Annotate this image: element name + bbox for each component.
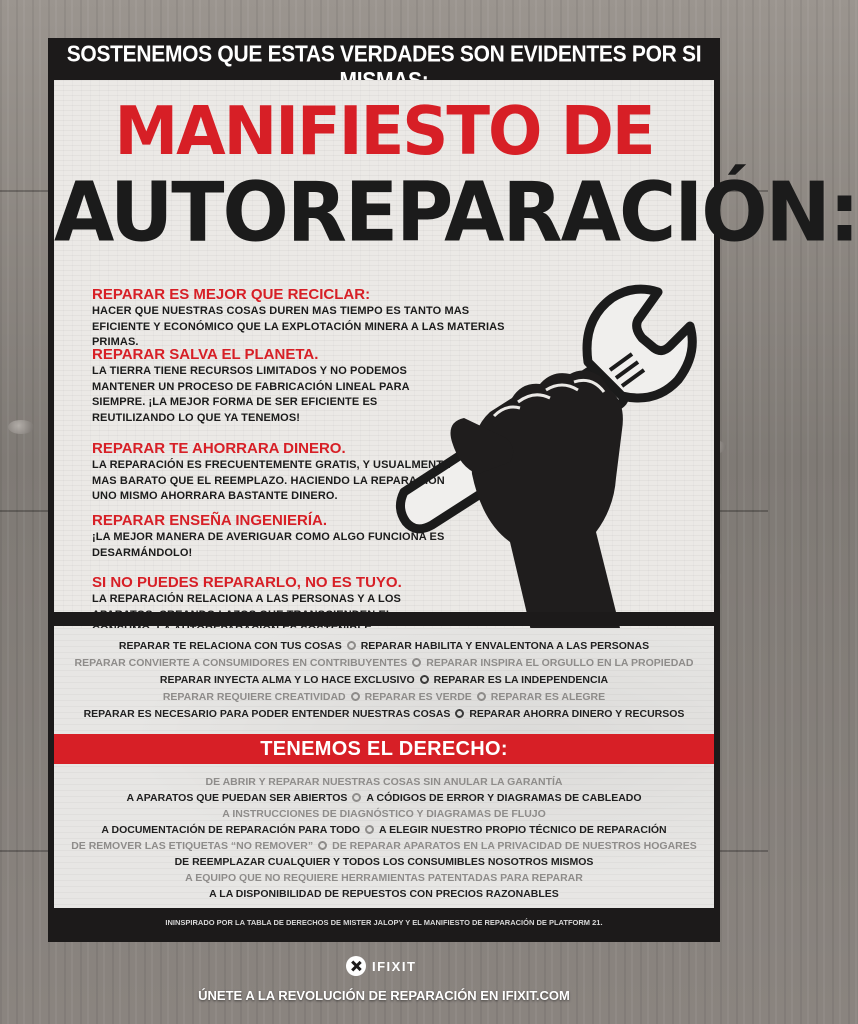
right-item: A DOCUMENTACIÓN DE REPARACIÓN PARA TODO [101, 824, 360, 836]
right-item: DE REEMPLAZAR CUALQUIER Y TODOS LOS CONSUMIBLES NOSOTROS MISMOS [174, 856, 594, 868]
point-body: ¡LA MEJOR MANERA DE AVERIGUAR COMO ALGO FUNCIONA ES DESARMÁNDOLO! [92, 531, 445, 559]
point-body: HACER QUE NUESTRAS COSAS DUREN MAS TIEMPO ES TANTO MAS EFICIENTE Y ECONÓMICO QUE LA EXPLOTACIÓN MINERA A LAS MATERIAS PRIMAS. [92, 305, 505, 348]
gear-separator-icon [347, 641, 356, 650]
title-line-1: MANIFIESTO DE [114, 93, 654, 171]
point-body: LA TIERRA TIENE RECURSOS LIMITADOS Y NO PODEMOS MANTENER UN PROCESO DE FABRICACIÓN LINEAL PARA SIEMPRE. ¡LA MEJOR FORMA DE SER EFICIENTE ES REUTILIZANDO LO QUE YA TENEMOS! [92, 365, 410, 424]
benefit-item: REPARAR ES VERDE [364, 691, 472, 703]
rights-row [54, 792, 714, 804]
benefit-item: REPARAR REQUIERE CREATIVIDAD [162, 691, 346, 703]
gear-separator-icon [351, 692, 360, 701]
point-heading: SI NO PUEDES REPARARLO, NO ES TUYO. [92, 574, 402, 591]
ifixit-logo[interactable] [346, 956, 416, 976]
right-item: A APARATOS QUE PUEDAN SER ABIERTOS [126, 792, 348, 804]
manifesto-point [92, 286, 522, 351]
gear-separator-icon [352, 793, 361, 802]
manifesto-point [92, 440, 452, 505]
benefits-row [54, 691, 714, 703]
benefit-item: REPARAR HABILITA Y ENVALENTONA A LAS PERSONAS [360, 640, 650, 652]
rights-heading-bar [54, 734, 714, 764]
right-item: A EQUIPO QUE NO REQUIERE HERRAMIENTAS PATENTADAS PARA REPARAR [185, 872, 583, 884]
gear-separator-icon [412, 658, 421, 667]
manifesto-point [92, 512, 452, 561]
benefits-row [54, 674, 714, 686]
right-item: A CÓDIGOS DE ERROR Y DIAGRAMAS DE CABLEADO [366, 792, 642, 804]
poster-lower-panel [54, 628, 714, 908]
point-heading: REPARAR TE AHORRARA DINERO. [92, 440, 346, 457]
benefit-item: REPARAR INSPIRA EL ORGULLO EN LA PROPIEDAD [426, 657, 694, 669]
gear-separator-icon [455, 709, 464, 718]
benefit-item: REPARAR AHORRA DINERO Y RECURSOS [469, 708, 685, 720]
rights-row [54, 872, 714, 884]
right-item: DE REPARAR APARATOS EN LA PRIVACIDAD DE NUESTROS HOGARES [332, 840, 697, 852]
fist-icon [451, 370, 627, 652]
right-item: DE ABRIR Y REPARAR NUESTRAS COSAS SIN ANULAR LA GARANTÍA [205, 776, 563, 788]
rights-row [54, 776, 714, 788]
rights-heading: TENEMOS EL DERECHO: [260, 738, 508, 760]
logo-text: IFIXIT [372, 958, 417, 974]
call-to-action-link[interactable]: ÚNETE A LA REVOLUCIÓN DE REPARACIÓN EN IFIXIT.COM [198, 988, 570, 1003]
benefit-item: REPARAR TE RELACIONA CON TUS COSAS [118, 640, 342, 652]
poster-upper-panel [54, 80, 858, 652]
benefit-item: REPARAR ES LA INDEPENDENCIA [433, 674, 609, 686]
benefits-row [54, 708, 714, 720]
benefit-item: REPARAR CONVIERTE A CONSUMIDORES EN CONTRIBUYENTES [74, 657, 408, 669]
point-heading: REPARAR SALVA EL PLANETA. [92, 346, 319, 363]
rights-row [54, 856, 714, 868]
screw-icon [8, 420, 34, 434]
manifesto-poster [48, 38, 858, 942]
gear-separator-icon [420, 675, 429, 684]
ifixit-logo-icon [346, 956, 366, 976]
right-item: DE REMOVER LAS ETIQUETAS “NO REMOVER” [71, 840, 314, 852]
benefits-row [54, 657, 714, 669]
point-heading: REPARAR ENSEÑA INGENIERÍA. [92, 512, 328, 529]
point-body: LA REPARACIÓN ES FRECUENTEMENTE GRATIS, Y USUALMENTE MAS BARATO QUE EL REEMPLAZO. HACIENDO LA REPARACIÓN UNO MISMO AHORRARA BASTANTE DINERO. [92, 459, 451, 502]
gear-separator-icon [318, 841, 327, 850]
benefits-row [54, 640, 714, 652]
manifesto-point [92, 346, 452, 426]
right-item: A ELEGIR NUESTRO PROPIO TÉCNICO DE REPARACIÓN [379, 824, 667, 836]
benefit-item: REPARAR ES NECESARIO PARA PODER ENTENDER NUESTRAS COSAS [83, 708, 451, 720]
gear-separator-icon [365, 825, 374, 834]
point-heading: REPARAR ES MEJOR QUE RECICLAR: [92, 286, 371, 303]
poster-tagline: SOSTENEMOS QUE ESTAS VERDADES SON EVIDENTES POR SI [66, 41, 702, 67]
right-item: A INSTRUCCIONES DE DIAGNÓSTICO Y DIAGRAMAS DE FLUJO [222, 808, 546, 820]
rights-row [54, 888, 714, 900]
section-divider [48, 612, 720, 626]
rights-row [54, 824, 714, 836]
title-line-2: AUTOREPARACIÓN: [54, 165, 858, 261]
gear-separator-icon [477, 692, 486, 701]
benefit-item: REPARAR ES ALEGRE [490, 691, 606, 703]
rights-row [54, 840, 714, 852]
rights-row [54, 808, 714, 820]
right-item: A LA DISPONIBILIDAD DE REPUESTOS CON PRECIOS RAZONABLES [209, 888, 559, 900]
point-body: LA REPARACIÓN RELACIONA A LAS PERSONAS Y A LOS [92, 593, 401, 605]
benefit-item: REPARAR INYECTA ALMA Y LO HACE EXCLUSIVO [159, 674, 415, 686]
credits-line: ININSPIRADO POR LA TABLA DE DERECHOS DE MISTER JALOPY Y EL MANIFIESTO DE REPARACIÓN DE PLATFORM 21. [165, 918, 603, 927]
